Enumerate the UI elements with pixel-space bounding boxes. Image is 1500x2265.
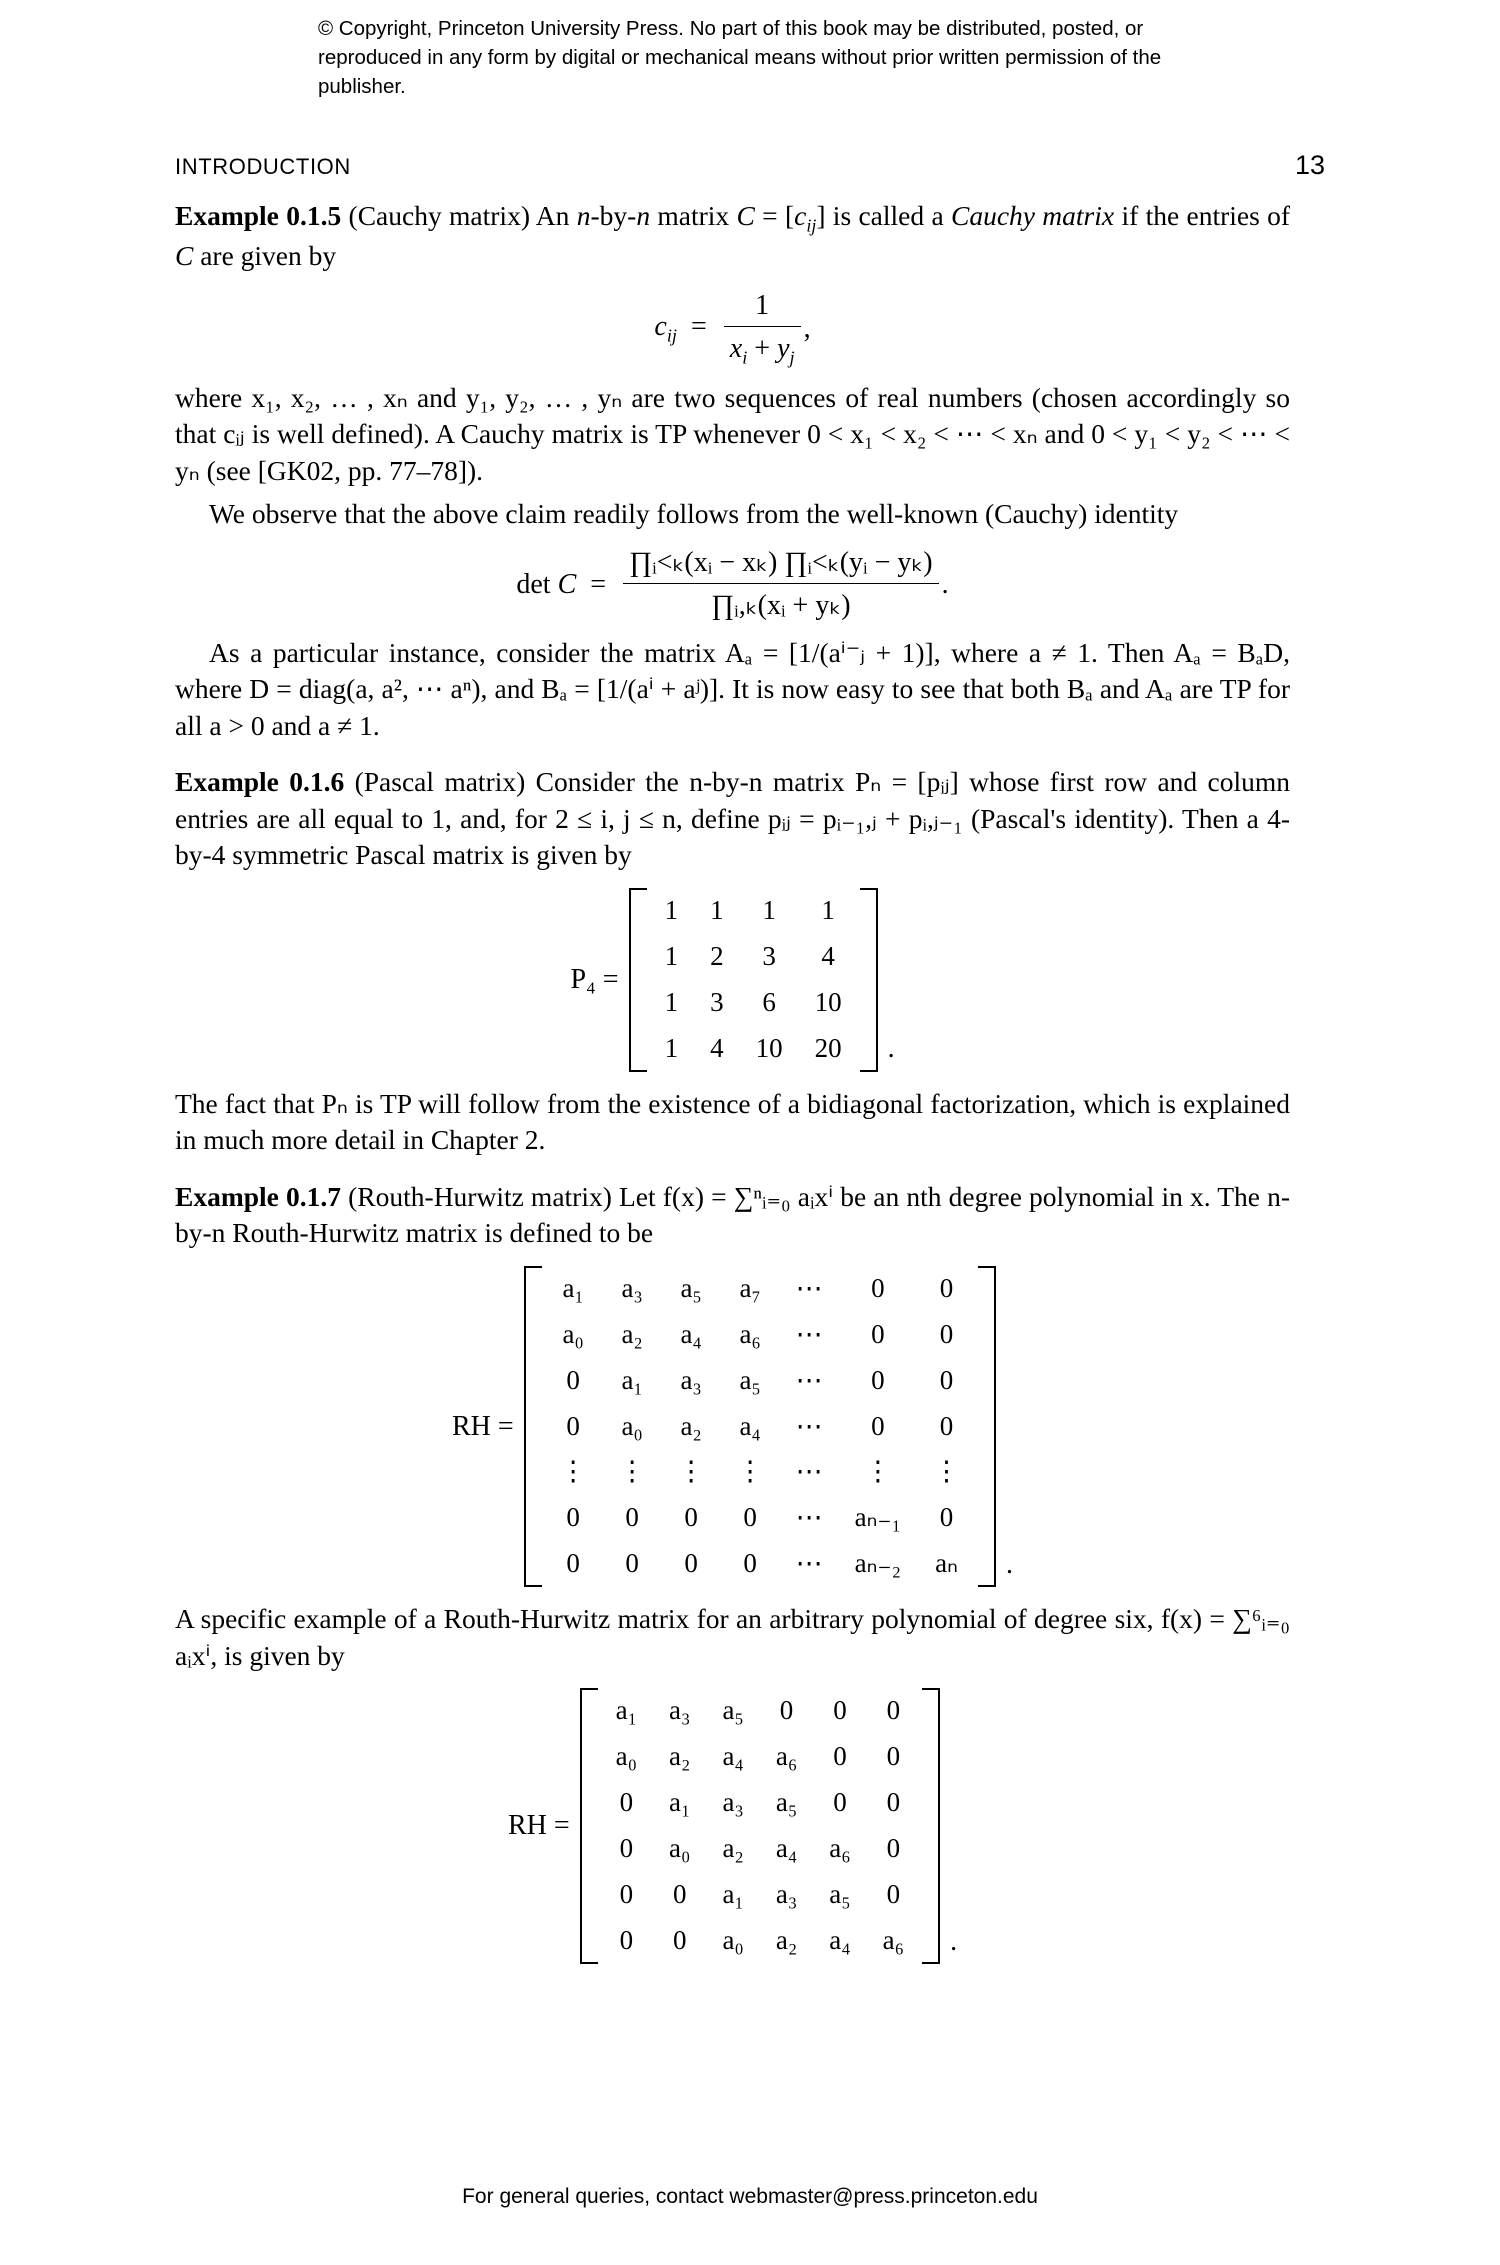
matrix-cell: a₂	[669, 1741, 691, 1772]
example-0-1-7-para2: A specific example of a Routh-Hurwitz matrix for an arbitrary polynomial of degree six, f(x) = ∑⁶ᵢ₌₀ aᵢxⁱ, is given by	[175, 1603, 1290, 1671]
matrix-cell: 0	[684, 1502, 698, 1533]
matrix-cell: aₙ₋₁	[854, 1502, 902, 1533]
matrix-cell: a₆	[739, 1318, 761, 1349]
matrix-cell: 0	[743, 1548, 757, 1579]
example-0-1-7-label: Example 0.1.7	[175, 1180, 342, 1212]
table-row	[600, 1688, 920, 1734]
matrix-cell: a₄	[739, 1410, 761, 1441]
matrix-cell: ⋯	[795, 1364, 823, 1395]
matrix-cell: aₙ	[935, 1548, 958, 1579]
left-bracket	[629, 888, 647, 1072]
matrix-cell: 0	[871, 1272, 885, 1303]
example-0-1-5-paragraph: Example 0.1.5 (Cauchy matrix) An n-by-n matrix $C = [c_{ij}]$ is called a Cauchy matrix if the entries of C are given by	[175, 200, 1291, 272]
matrix-pascal-period: .	[887, 1033, 895, 1065]
matrix-cell: ⋮	[736, 1456, 764, 1487]
matrix-cell: 0	[625, 1502, 639, 1533]
right-bracket	[922, 1688, 940, 1963]
right-bracket	[860, 888, 878, 1072]
matrix-cell: 0	[871, 1410, 885, 1441]
matrix-pascal-table	[649, 888, 858, 1072]
table-row	[544, 1495, 976, 1541]
matrix-cell: ⋯	[795, 1548, 823, 1579]
matrix-cell: 1	[710, 894, 724, 925]
table-row	[544, 1404, 976, 1450]
matrix-cell: 0	[743, 1502, 757, 1533]
matrix-cell: ⋯	[795, 1318, 823, 1349]
matrix-cell: 0	[619, 1833, 634, 1864]
matrix-cell: 1	[664, 894, 679, 925]
matrix-cell: 0	[779, 1695, 794, 1726]
matrix-cell: 0	[886, 1695, 901, 1726]
cauchy-matrix-term: Cauchy matrix	[950, 200, 1115, 231]
matrix-cell: a₅	[722, 1695, 744, 1726]
matrix-cell: aₙ₋₂	[854, 1548, 902, 1579]
matrix-cell: ⋯	[795, 1502, 823, 1533]
matrix-cell: 10	[814, 986, 842, 1017]
example-0-1-5-label: Example 0.1.5	[175, 200, 342, 231]
matrix-cell: a₁	[669, 1787, 691, 1818]
matrix-cell: ⋮	[677, 1456, 705, 1487]
running-head: INTRODUCTION	[175, 154, 351, 179]
matrix-cell: a₃	[680, 1364, 702, 1395]
matrix-cell: 1	[664, 986, 679, 1017]
matrix-routh-hurwitz-general	[175, 1266, 1290, 1587]
matrix-cell: 0	[886, 1787, 901, 1818]
matrix-cell: 0	[672, 1924, 687, 1955]
det-numerator: ∏ᵢ<ₖ(xᵢ − xₖ) ∏ᵢ<ₖ(yᵢ − yₖ)	[623, 544, 939, 584]
example-0-1-6-label: Example 0.1.6	[175, 766, 345, 798]
matrix-cell: 0	[886, 1878, 901, 1909]
matrix-cell: 1	[664, 940, 679, 971]
matrix-cell: a₅	[775, 1787, 798, 1818]
table-row	[649, 980, 858, 1026]
matrix-cell: 0	[833, 1741, 847, 1772]
matrix-cell: a₅	[680, 1272, 702, 1303]
matrix-cell: a₆	[829, 1833, 851, 1864]
matrix-cell: ⋯	[795, 1272, 823, 1303]
matrix-cell: a₄	[775, 1833, 798, 1864]
page-header	[175, 150, 1325, 181]
matrix-cell: a₃	[775, 1878, 798, 1909]
matrix-cell: a₀	[621, 1410, 643, 1441]
matrix-rh1-period: .	[1006, 1548, 1014, 1580]
matrix-cell: 0	[672, 1878, 687, 1909]
example-0-1-5-title: (Cauchy matrix)	[348, 200, 530, 231]
table-row	[544, 1541, 976, 1587]
matrix-cell: a₁	[621, 1364, 643, 1395]
matrix-cell: a₁	[722, 1878, 744, 1909]
example-0-1-5-para2: where x₁, x₂, … , xₙ and y₁, y₂, … , yₙ are two sequences of real numbers (chosen accordingly so that cᵢⱼ is well defined). A Cauchy matrix is TP whenever 0 < x₁ < x₂ < ⋯ < xₙ and 0 < y₁ < y₂ < ⋯ < yₙ (see [GK02, pp. 77–78]).	[175, 381, 1290, 486]
matrix-cell: 0	[886, 1833, 901, 1864]
matrix-cell: 3	[762, 940, 776, 971]
matrix-cell: 1	[821, 894, 835, 925]
matrix-cell: a₃	[722, 1787, 744, 1818]
matrix-cell: a₄	[722, 1741, 744, 1772]
example-0-1-6-paragraph	[175, 764, 1290, 874]
matrix-cell: 20	[814, 1032, 842, 1063]
example-0-1-6-para2: The fact that Pₙ is TP will follow from the existence of a bidiagonal factorization, which is explained in much more detail in Chapter 2.	[175, 1087, 1290, 1156]
matrix-rh2-label: RH =	[507, 1810, 570, 1842]
matrix-routh-hurwitz-degree6	[175, 1688, 1290, 1963]
matrix-cell: a₂	[621, 1318, 643, 1349]
matrix-pascal	[175, 888, 1290, 1072]
matrix-cell: a₇	[739, 1272, 761, 1303]
matrix-cell: a₂	[680, 1410, 702, 1441]
matrix-cell: ⋮	[618, 1456, 646, 1487]
table-row	[649, 1026, 858, 1072]
matrix-cell: a₀	[669, 1833, 691, 1864]
matrix-cell: ⋯	[795, 1410, 823, 1441]
matrix-cell: 4	[821, 940, 835, 971]
table-row	[649, 934, 858, 980]
matrix-cell: 0	[619, 1878, 634, 1909]
matrix-cell: 1	[762, 894, 776, 925]
matrix-cell: 10	[755, 1032, 783, 1063]
matrix-cell: 0	[566, 1502, 580, 1533]
example-0-1-5-para4: As a particular instance, consider the matrix Aₐ = [1/(aⁱ⁻ⱼ + 1)], where a ≠ 1. Then Aₐ = BₐD, where D = diag(a, a², ⋯ aⁿ), and Bₐ = [1/(aⁱ + aʲ)]. It is now easy to see that both Bₐ and Aₐ are TP for all a > 0 and a ≠ 1.	[175, 636, 1290, 741]
table-row	[600, 1734, 920, 1780]
matrix-cell: a₁	[562, 1272, 584, 1303]
equation-cauchy-determinant: det C = $\frac{\text{∏ᵢ<ₖ(xᵢ − xₖ) ∏ᵢ<ₖ(yᵢ − yₖ)}}{\text{∏ᵢ,ₖ(xᵢ + yₖ)}}$ .	[175, 544, 1290, 624]
matrix-cell: a₂	[775, 1924, 798, 1955]
matrix-cell: 0	[939, 1318, 954, 1349]
example-0-1-7-text: Let f(x) = ∑ⁿᵢ₌₀ aᵢxⁱ be an nth degree polynomial in x. The n-by-n Routh-Hurwitz matrix is defined to be	[175, 1180, 1290, 1249]
table-row	[600, 1826, 920, 1872]
matrix-cell: a₀	[562, 1318, 584, 1349]
right-bracket	[978, 1266, 996, 1587]
matrix-cell: 0	[871, 1364, 885, 1395]
matrix-cell: 0	[833, 1695, 847, 1726]
matrix-cell: 4	[710, 1032, 724, 1063]
matrix-rh2-period: .	[950, 1925, 958, 1957]
matrix-rh1-label: RH =	[451, 1410, 514, 1442]
matrix-cell: a₃	[669, 1695, 691, 1726]
matrix-cell: ⋮	[864, 1456, 892, 1487]
matrix-cell: a₄	[680, 1318, 702, 1349]
matrix-cell: 0	[939, 1410, 954, 1441]
matrix-rh1-table	[544, 1266, 976, 1587]
table-row	[544, 1358, 976, 1404]
page-body	[175, 198, 1290, 1978]
matrix-cell: 0	[684, 1548, 698, 1579]
table-row	[649, 888, 858, 934]
example-0-1-7-title: (Routh-Hurwitz matrix)	[348, 1180, 612, 1212]
example-0-1-6-title: (Pascal matrix)	[354, 766, 526, 798]
equation-cauchy-entries: $c_{ij}$ = $\frac{1}{x_i + y_j}$ ,	[175, 287, 1290, 370]
matrix-cell: 0	[625, 1548, 639, 1579]
matrix-rh2-table	[600, 1688, 920, 1963]
table-row	[544, 1312, 976, 1358]
table-row	[600, 1872, 920, 1918]
matrix-pascal-label: P₄ =	[570, 964, 619, 996]
matrix-cell: 0	[939, 1364, 954, 1395]
example-0-1-5-para3: We observe that the above claim readily follows from the well-known (Cauchy) identity	[209, 497, 1179, 529]
page-number: 13	[1294, 150, 1325, 180]
table-row	[544, 1449, 976, 1495]
matrix-cell: a₅	[829, 1878, 851, 1909]
matrix-cell: a₁	[615, 1695, 638, 1726]
matrix-cell: 0	[939, 1272, 954, 1303]
page-footer: For general queries, contact webmaster@press.princeton.edu	[462, 2185, 1038, 2208]
matrix-cell: 0	[886, 1741, 901, 1772]
matrix-cell: a₂	[722, 1833, 744, 1864]
matrix-cell: 0	[619, 1787, 634, 1818]
table-row	[600, 1780, 920, 1826]
matrix-cell: a₆	[882, 1924, 905, 1955]
matrix-cell: 2	[710, 940, 724, 971]
matrix-cell: 0	[833, 1787, 847, 1818]
matrix-cell: a₆	[775, 1741, 798, 1772]
matrix-cell: a₀	[615, 1741, 638, 1772]
matrix-cell: a₅	[739, 1364, 761, 1395]
matrix-cell: 0	[939, 1502, 954, 1533]
copyright-notice: © Copyright, Princeton University Press. No part of this book may be distributed, posted, or reproduced in any form by digital or mechanical means without prior written permission of the publisher.	[318, 17, 1162, 99]
left-bracket	[524, 1266, 542, 1587]
matrix-cell: 0	[566, 1548, 580, 1579]
example-0-1-7-paragraph	[175, 1179, 1290, 1252]
matrix-cell: 1	[664, 1032, 679, 1063]
matrix-cell: 6	[762, 986, 776, 1017]
left-bracket	[580, 1688, 598, 1963]
matrix-cell: 0	[566, 1410, 580, 1441]
matrix-cell: a₄	[829, 1924, 851, 1955]
table-row	[600, 1918, 920, 1964]
matrix-cell: 0	[871, 1318, 885, 1349]
det-denominator: ∏ᵢ,ₖ(xᵢ + yₖ)	[711, 590, 851, 622]
matrix-cell: a₀	[722, 1924, 744, 1955]
matrix-cell: ⋮	[933, 1456, 961, 1487]
matrix-cell: 0	[619, 1924, 634, 1955]
example-0-1-6-text: Consider the n-by-n matrix Pₙ = [pᵢⱼ] whose first row and column entries are all equal to 1, and, for 2 ≤ i, j ≤ n, define pᵢⱼ = pᵢ₋₁,ⱼ + pᵢ,ⱼ₋₁ (Pascal's identity). Then a 4-by-4 symmetric Pascal matrix is given by	[175, 766, 1291, 871]
matrix-cell: ⋮	[559, 1456, 587, 1487]
table-row	[544, 1266, 976, 1312]
matrix-cell: ⋯	[795, 1456, 823, 1487]
matrix-cell: 3	[710, 986, 724, 1017]
matrix-cell: a₃	[621, 1272, 643, 1303]
matrix-cell: 0	[566, 1364, 580, 1395]
